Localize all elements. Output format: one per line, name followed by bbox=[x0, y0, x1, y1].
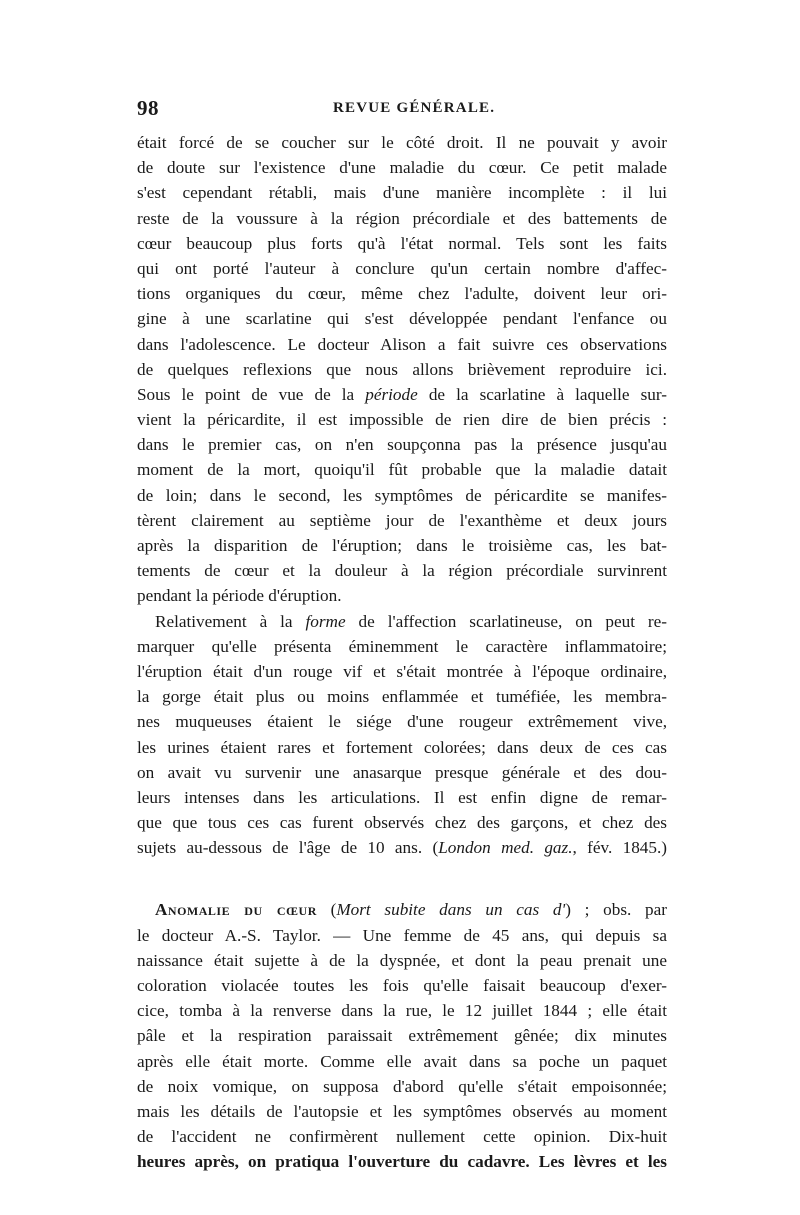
text-line: de noix vomique, on supposa d'abord qu'elle s'était empoisonnée; bbox=[137, 1076, 667, 1096]
text-line: reste de la voussure à la région précordiale et des battements de bbox=[137, 208, 667, 228]
text-line: le docteur A.-S. Taylor. — Une femme de 45 ans, qui depuis sa bbox=[137, 925, 667, 945]
text-line: de quelques reflexions que nous allons brièvement reproduire ici. bbox=[137, 359, 667, 379]
page-header bbox=[137, 96, 667, 122]
text-run: sujets au-dessous de l'âge de 10 ans. ( bbox=[137, 838, 439, 858]
text-line: de doute sur l'existence d'une maladie du cœur. Ce petit malade bbox=[137, 158, 667, 178]
text-line: coloration violacée toutes les fois qu'elle faisait beaucoup d'exer- bbox=[137, 976, 667, 995]
text-line: les urines étaient rares et fortement colorées; dans deux de ces cas bbox=[137, 737, 667, 757]
text-line bbox=[137, 835, 667, 860]
text-line: vient la péricardite, il est impossible de rien dire de bien précis : bbox=[137, 410, 667, 430]
text-line: de l'accident ne confirmèrent nullement cette opinion. Dix-huit bbox=[137, 1127, 667, 1147]
text-run: , fév. 1845.) bbox=[572, 838, 668, 858]
text-line bbox=[137, 382, 667, 407]
text-line: dans le premier cas, on n'en soupçonna pas la présence jusqu'au bbox=[137, 435, 667, 455]
text-line: pendant la période d'éruption. bbox=[137, 586, 342, 606]
text-line: tions organiques du cœur, même chez l'adulte, doivent leur ori- bbox=[137, 284, 667, 304]
text-run: de l'affection scarlatineuse, on peut re- bbox=[345, 611, 668, 631]
text-line: qui ont porté l'auteur à conclure qu'un certain nombre d'affec- bbox=[137, 258, 667, 278]
italic-term: période bbox=[365, 384, 418, 404]
text-line: tements de cœur et la douleur à la région précordiale survinrent bbox=[137, 561, 667, 581]
text-line: de loin; dans le second, les symptômes de péricardite se manifes- bbox=[137, 485, 667, 505]
text-line: que que tous ces cas furent observés chez des garçons, et chez des bbox=[137, 813, 667, 833]
paragraph-scarlatina-form bbox=[137, 609, 667, 861]
text-run: Relativement à la bbox=[155, 611, 306, 631]
text-line: pâle et la respiration paraissait extrêmement gênée; dix minutes bbox=[137, 1026, 667, 1046]
body-text bbox=[137, 130, 667, 1175]
text-line: tèrent clairement au septième jour de l'exanthème et deux jours bbox=[137, 510, 667, 530]
text-line: cœur beaucoup plus forts qu'à l'état normal. Tels sont les faits bbox=[137, 233, 667, 253]
text-line: mais les détails de l'autopsie et les symptômes observés au moment bbox=[137, 1101, 667, 1121]
paragraph-pericarditis-cases bbox=[137, 130, 667, 609]
text-line: s'est cependant rétabli, mais d'une manière incomplète : il lui bbox=[137, 183, 667, 203]
text-line: marquer qu'elle présenta éminemment le caractère inflammatoire; bbox=[137, 636, 667, 656]
text-line: on avait vu survenir une anasarque presque générale et des dou- bbox=[137, 762, 667, 782]
text-run: ) ; obs. par bbox=[565, 900, 667, 920]
text-line: la gorge était plus ou moins enflammée et tuméfiée, les membra- bbox=[137, 687, 667, 707]
text-line bbox=[137, 609, 667, 634]
text-line: heures après, on pratiqua l'ouverture du cadavre. Les lèvres et les bbox=[137, 1152, 667, 1172]
paragraph-heart-anomaly bbox=[137, 897, 667, 1174]
text-line: gine à une scarlatine qui s'est développée pendant l'enfance ou bbox=[137, 309, 667, 329]
running-head: REVUE GÉNÉRALE. bbox=[333, 100, 496, 116]
section-heading: Anomalie du cœur bbox=[155, 900, 317, 920]
text-line: dans l'adolescence. Le docteur Alison a fait suivre ces observations bbox=[137, 334, 667, 354]
citation-title: London med. gaz. bbox=[438, 838, 573, 858]
text-line: après la disparition de l'éruption; dans le troisième cas, les bat- bbox=[137, 536, 667, 555]
text-run: ( bbox=[316, 900, 337, 920]
text-run: Sous le point de vue de la bbox=[137, 384, 366, 404]
text-line: l'éruption était d'un rouge vif et s'était montrée à l'époque ordinaire, bbox=[137, 661, 667, 681]
italic-term: forme bbox=[305, 611, 346, 631]
text-line: était forcé de se coucher sur le côté droit. Il ne pouvait y avoir bbox=[137, 133, 667, 152]
text-line: naissance était sujette à de la dyspnée, et dont la peau prenait une bbox=[137, 950, 667, 970]
text-line: après elle était morte. Comme elle avait dans sa poche un paquet bbox=[137, 1051, 667, 1071]
text-line: cice, tomba à la renverse dans la rue, le 12 juillet 1844 ; elle était bbox=[137, 1001, 667, 1021]
text-line bbox=[137, 897, 667, 922]
text-run: de la scarlatine à laquelle sur- bbox=[417, 384, 667, 404]
text-line: moment de la mort, quoiqu'il fût probable que la maladie datait bbox=[137, 460, 667, 480]
paragraph-gap bbox=[137, 860, 667, 897]
text-line: nes muqueuses étaient le siége d'une rougeur extrêmement vive, bbox=[137, 712, 667, 732]
page-number: 98 bbox=[137, 96, 159, 120]
italic-subtitle: Mort subite dans un cas d' bbox=[336, 900, 566, 920]
text-line: leurs intenses dans les articulations. Il est enfin digne de remar- bbox=[137, 787, 667, 807]
